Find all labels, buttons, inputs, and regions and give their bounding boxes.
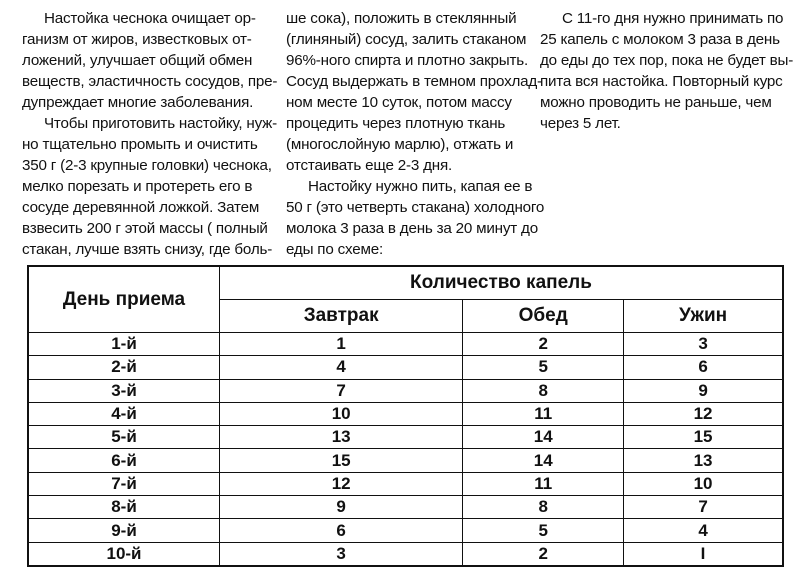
table-row [28,449,783,472]
lunch-cell: 5 [463,356,624,379]
text-line: процедить через плотную ткань [286,115,506,132]
text-line: веществ, эластичность сосудов, пре- [22,73,278,90]
breakfast-cell: 1 [220,333,463,356]
day-cell: 10-й [28,542,220,566]
text-line: Чтобы приготовить настойку, нуж- [44,115,277,132]
day-cell: 6-й [28,449,220,472]
text-line: дупреждает многие заболевания. [22,94,254,111]
text-line: Сосуд выдержать в темном прохлад- [286,73,542,90]
day-cell: 3-й [28,379,220,402]
table-row [28,402,783,425]
text-line: но тщательно промыть и очистить [22,136,258,153]
lunch-cell: 2 [463,542,624,566]
table-row [28,472,783,495]
lunch-cell: 11 [463,472,624,495]
dinner-cell: I [624,542,783,566]
breakfast-cell: 15 [220,449,463,472]
day-cell: 4-й [28,402,220,425]
text-line: взвесить 200 г этой массы ( полный [22,220,268,237]
table-row [28,519,783,542]
lunch-cell: 2 [463,333,624,356]
text-line: 350 г (2-3 крупные головки) чеснока, [22,157,272,174]
table-row [28,542,783,566]
day-cell: 7-й [28,472,220,495]
text-column-3 [540,8,794,134]
text-line: стакан, лучше взять снизу, где боль- [22,241,273,258]
dinner-cell: 9 [624,379,783,402]
day-cell: 5-й [28,426,220,449]
dinner-cell: 12 [624,402,783,425]
dinner-header: Ужин [624,300,783,333]
day-cell: 8-й [28,496,220,519]
dinner-cell: 6 [624,356,783,379]
breakfast-cell: 6 [220,519,463,542]
text-line: ше сока), положить в стеклянный [286,10,517,27]
breakfast-cell: 10 [220,402,463,425]
text-line: 96%-ного спирта и плотно закрыть. [286,52,529,69]
lunch-cell: 8 [463,379,624,402]
day-column-header: День приема [28,266,220,333]
text-line: Настойка чеснока очищает ор- [44,10,256,27]
breakfast-cell: 13 [220,426,463,449]
text-line: молока 3 раза в день за 20 минут до [286,220,538,237]
text-column-1 [22,8,278,260]
breakfast-cell: 7 [220,379,463,402]
text-line: ганизм от жиров, известковых от- [22,31,252,48]
text-line: ном месте 10 суток, потом массу [286,94,512,111]
text-line: (многослойную марлю), отжать и [286,136,514,153]
table-row [28,426,783,449]
day-cell: 1-й [28,333,220,356]
text-column-2 [286,8,545,260]
day-cell: 2-й [28,356,220,379]
text-line: ложений, улучшает общий обмен [22,52,253,69]
dinner-cell: 7 [624,496,783,519]
text-line: отстаивать еще 2-3 дня. [286,157,453,174]
text-line: пита вся настойка. Повторный курс [540,73,783,90]
lunch-cell: 8 [463,496,624,519]
dosage-table [27,265,784,567]
day-cell: 9-й [28,519,220,542]
text-line: сосуде деревянной ложкой. Затем [22,199,260,216]
text-line: до еды до тех пор, пока не будет вы- [540,52,794,69]
breakfast-header: Завтрак [220,300,463,333]
breakfast-cell: 3 [220,542,463,566]
text-line: (глиняный) сосуд, залить стаканом [286,31,527,48]
table-row [28,333,783,356]
dinner-cell: 10 [624,472,783,495]
text-line: через 5 лет. [540,115,621,132]
text-line: еды по схеме: [286,241,383,258]
lunch-cell: 14 [463,426,624,449]
table-row [28,496,783,519]
breakfast-cell: 12 [220,472,463,495]
text-line: Настойку нужно пить, капая ее в [308,178,533,195]
text-line: можно проводить не раньше, чем [540,94,772,111]
lunch-cell: 14 [463,449,624,472]
lunch-cell: 11 [463,402,624,425]
dinner-cell: 13 [624,449,783,472]
dinner-cell: 15 [624,426,783,449]
text-line: 25 капель с молоком 3 раза в день [540,31,780,48]
dinner-cell: 4 [624,519,783,542]
table-row [28,356,783,379]
lunch-cell: 5 [463,519,624,542]
text-line: С 11-го дня нужно принимать по [562,10,784,27]
breakfast-cell: 9 [220,496,463,519]
text-line: 50 г (это четверть стакана) холодного [286,199,545,216]
table-row [28,379,783,402]
lunch-header: Обед [463,300,624,333]
dinner-cell: 3 [624,333,783,356]
drops-group-header: Количество капель [220,266,784,300]
breakfast-cell: 4 [220,356,463,379]
text-line: мелко порезать и протереть его в [22,178,253,195]
